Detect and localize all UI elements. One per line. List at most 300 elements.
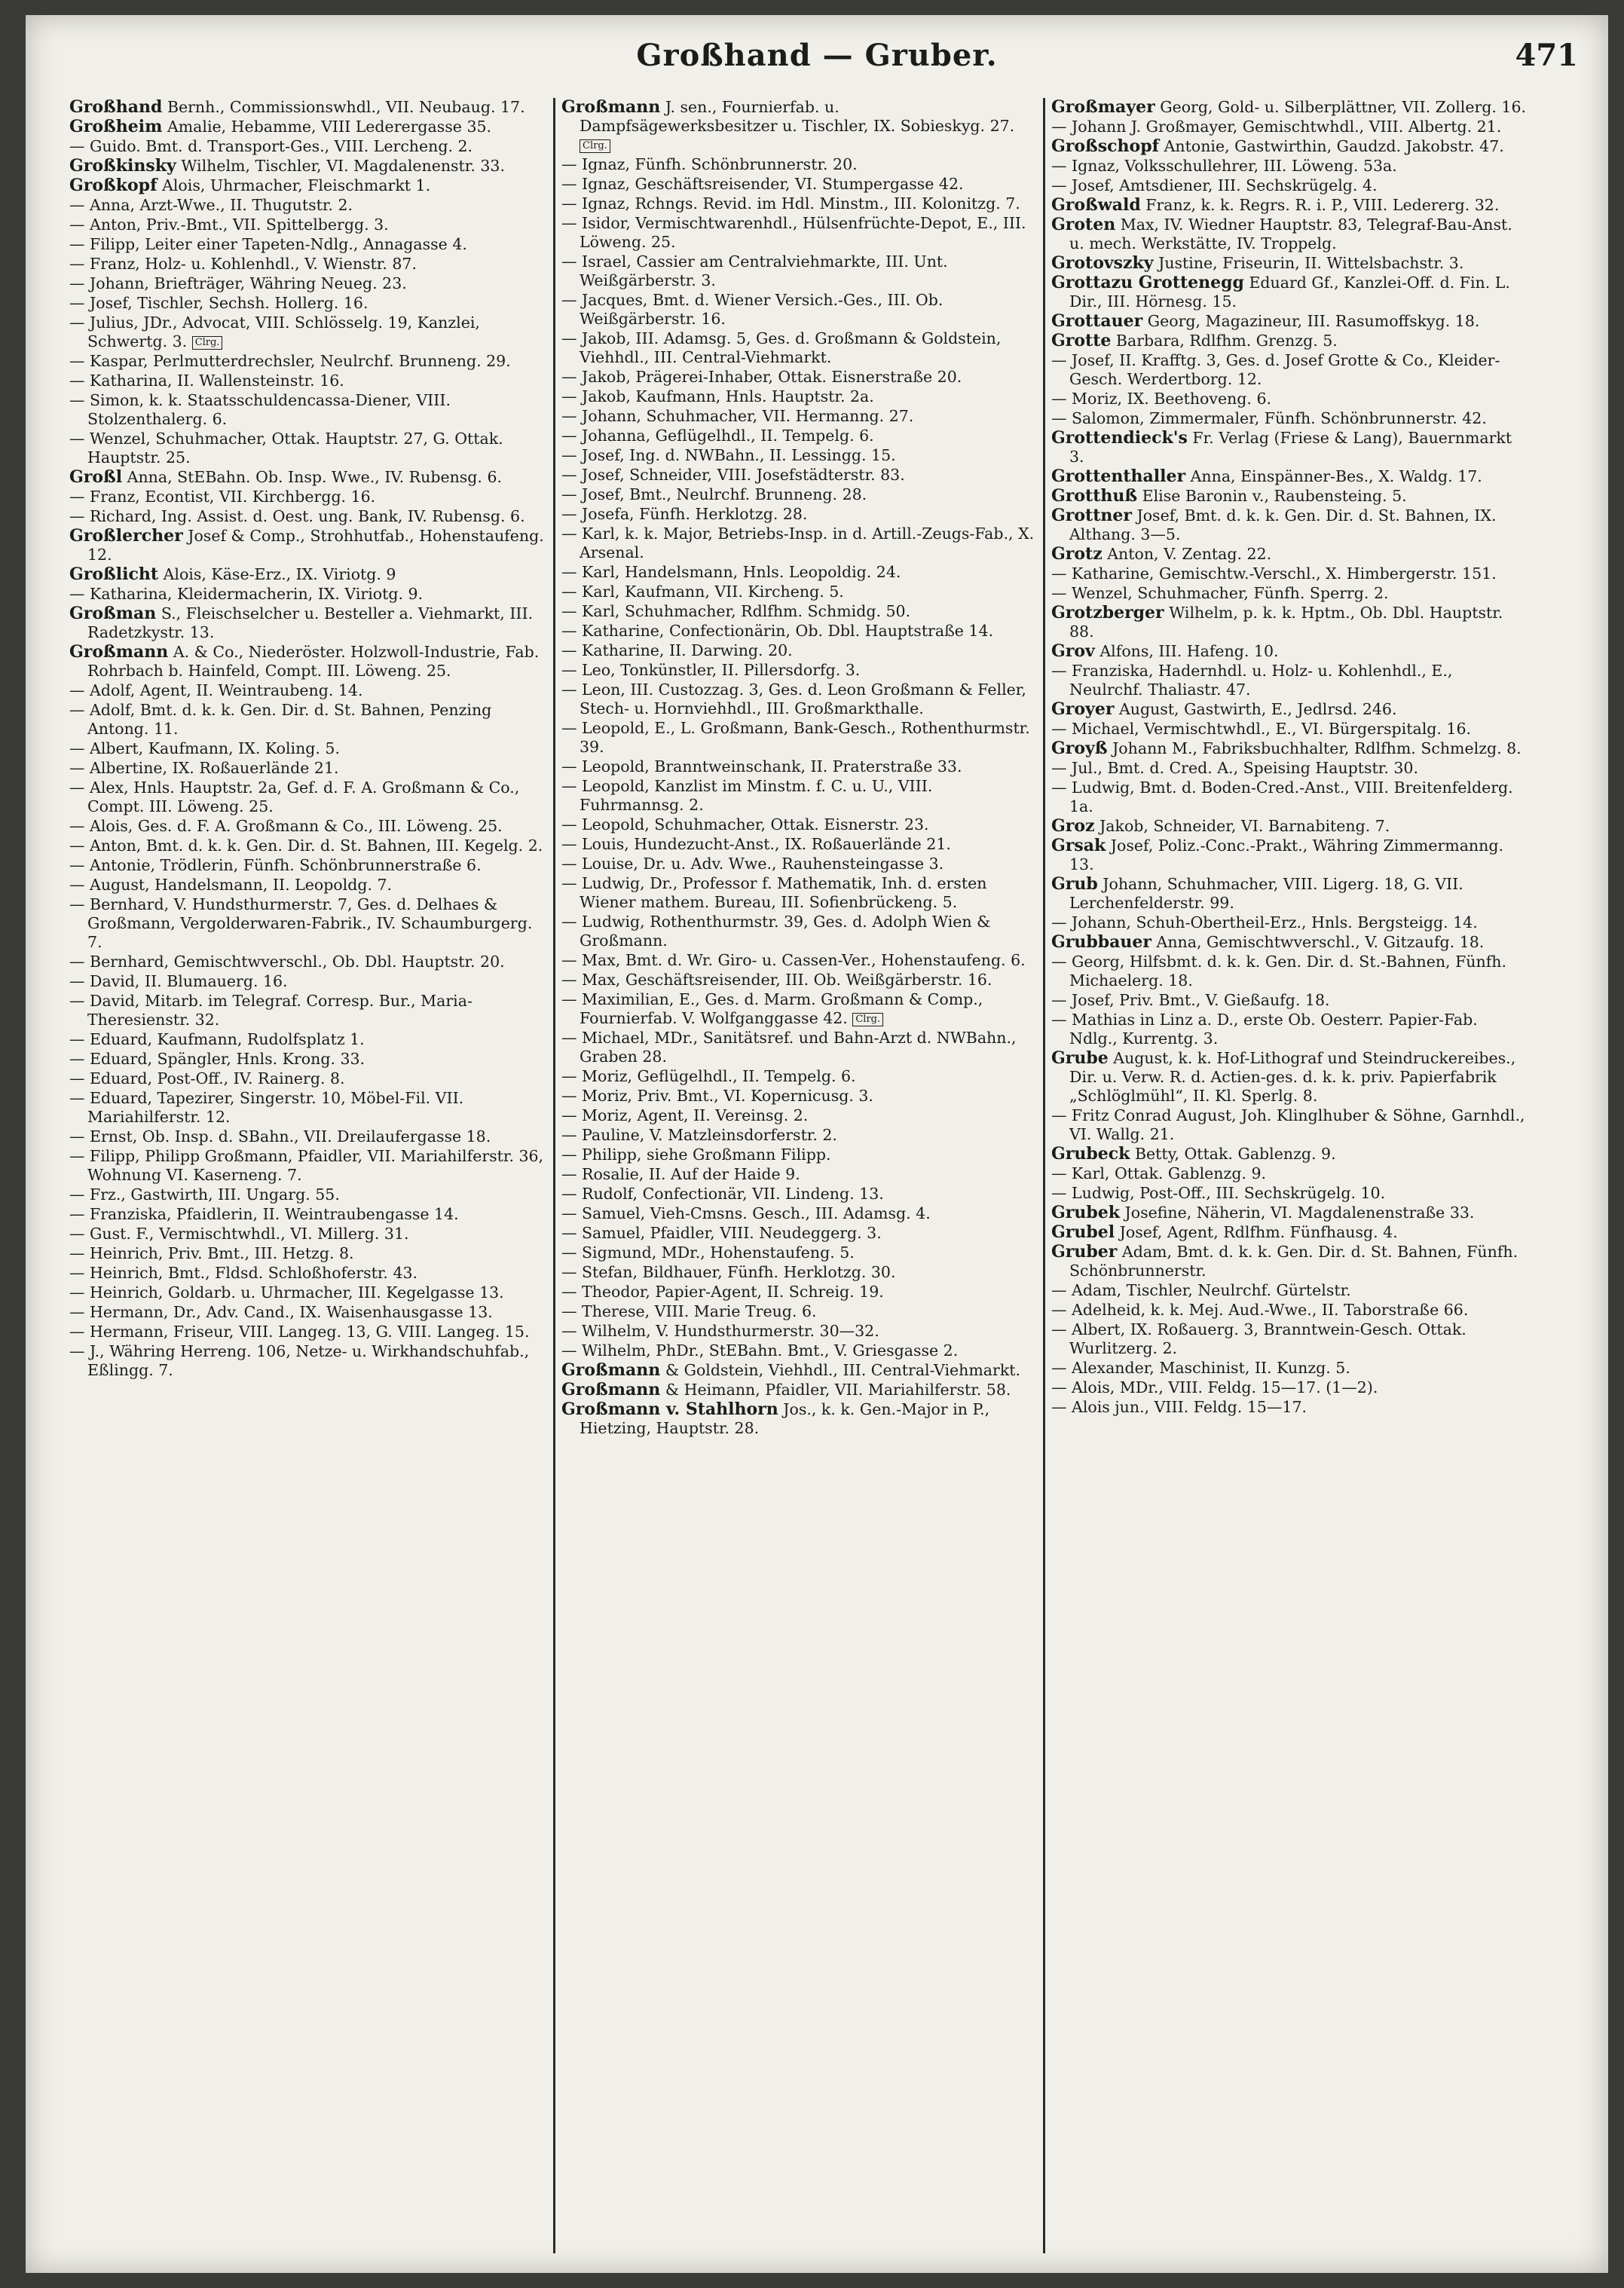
entry-headword: Großmann [561, 1360, 661, 1380]
entry-text: — Jakob, III. Adamsg. 5, Ges. d. Großmann & Goldstein, Viehhdl., III. Central-Viehmarkt. [561, 329, 1002, 366]
directory-entry [69, 196, 547, 215]
directory-entry [69, 1225, 547, 1243]
directory-entry [1051, 118, 1527, 136]
entry-text: — Johann J. Großmayer, Gemischtwhdl., VIII. Albertg. 21. [1051, 118, 1502, 136]
entry-text: — Moriz, Geflügelhdl., II. Tempelg. 6. [561, 1067, 856, 1085]
entry-text: — Alois, Ges. d. F. A. Großmann & Co., III. Löweng. 25. [69, 817, 503, 835]
directory-entry [69, 157, 547, 176]
directory-entry [69, 1089, 547, 1127]
entry-text: Jakob, Schneider, VI. Barnabiteng. 7. [1099, 817, 1390, 835]
directory-entry [69, 294, 547, 313]
entry-text: — Heinrich, Bmt., Fldsd. Schloßhoferstr. 43. [69, 1264, 418, 1282]
entry-text: — Hermann, Dr., Adv. Cand., IX. Waisenhausgasse 13. [69, 1303, 493, 1321]
directory-entry [69, 1283, 547, 1302]
entry-text: Barbara, Rdlfhm. Grenzg. 5. [1115, 332, 1338, 350]
entry-text: — Israel, Cassier am Centralviehmarkte, III. Unt. Weißgärberstr. 3. [561, 252, 948, 289]
directory-entry [561, 407, 1037, 426]
entry-text: — Eduard, Tapezirer, Singerstr. 10, Möbel-Fil. VII. Mariahilferstr. 12. [69, 1089, 464, 1126]
entry-text: — Wilhelm, PhDr., StEBahn. Bmt., V. Griesgasse 2. [561, 1341, 959, 1360]
entry-text: — Eduard, Post-Off., IV. Rainerg. 8. [69, 1069, 345, 1087]
directory-entry [561, 1322, 1037, 1341]
directory-entry [561, 602, 1037, 621]
entry-text: Josef, Bmt. d. k. k. Gen. Dir. d. St. Bahnen, IX. Althang. 3—5. [1069, 506, 1497, 543]
entry-text: Amalie, Hebamme, VIII Lederergasse 35. [167, 118, 492, 136]
entry-headword: Großmann [561, 1380, 661, 1399]
entry-text: — Louise, Dr. u. Adv. Wwe., Rauhensteingasse 3. [561, 855, 944, 873]
entry-headword: Großl [69, 467, 123, 487]
directory-entry [1051, 1398, 1527, 1417]
page-header [26, 38, 1608, 90]
directory-entry [561, 641, 1037, 660]
entry-text: — David, II. Blumauerg. 16. [69, 972, 288, 990]
entry-text: Eduard Gf., Kanzlei-Off. d. Fin. L. Dir., III. Hörnesg. 15. [1069, 274, 1510, 310]
directory-entry [1051, 332, 1527, 350]
entry-text: — Ernst, Ob. Insp. d. SBahn., VII. Dreilaufergasse 18. [69, 1127, 491, 1146]
entry-text: — Fritz Conrad August, Joh. Klinglhuber & Söhne, Garnhdl., VI. Wallg. 21. [1051, 1106, 1525, 1143]
directory-entry [1051, 662, 1527, 699]
entry-headword: Grubeck [1051, 1144, 1130, 1164]
directory-entry [561, 214, 1037, 252]
entry-text: — Heinrich, Priv. Bmt., III. Hetzg. 8. [69, 1244, 354, 1262]
entry-text: — Bernhard, Gemischtwverschl., Ob. Dbl. Hauptstr. 20. [69, 953, 505, 971]
directory-entry [561, 252, 1037, 290]
directory-entry [561, 583, 1037, 601]
directory-entry [561, 815, 1037, 834]
directory-entry [1051, 506, 1527, 544]
entry-text: — Ignaz, Volksschullehrer, III. Löweng. 53a. [1051, 157, 1397, 175]
directory-entry [1051, 720, 1527, 739]
directory-entry [69, 837, 547, 855]
entry-text: — Bernhard, V. Hundsthurmerstr. 7, Ges. d. Delhaes & Großmann, Vergolderwaren-Fabrik., IV. Schaumburgerg. 7. [69, 895, 533, 951]
directory-entry [1051, 837, 1527, 874]
directory-entry [1051, 487, 1527, 506]
entry-text: — Anton, Bmt. d. k. k. Gen. Dir. d. St. Bahnen, III. Kegelg. 2. [69, 837, 543, 855]
directory-entry [561, 719, 1037, 757]
entry-text: — Karl, Kaufmann, VII. Kircheng. 5. [561, 583, 844, 601]
entry-text: Anna, Einspänner-Bes., X. Waldg. 17. [1190, 467, 1482, 485]
directory-entry [561, 1106, 1037, 1125]
directory-entry [69, 391, 547, 429]
directory-entry [69, 118, 547, 136]
entry-headword: Grotte [1051, 331, 1112, 350]
directory-entry [1051, 216, 1527, 253]
directory-entry [561, 291, 1037, 329]
directory-entry [561, 175, 1037, 194]
entry-text: — Pauline, V. Matzleinsdorferstr. 2. [561, 1126, 837, 1144]
entry-headword: Grottauer [1051, 311, 1143, 331]
directory-entry [1051, 1281, 1527, 1300]
entry-text: — Josefa, Fünfh. Herklotzg. 28. [561, 505, 808, 523]
directory-entry [561, 446, 1037, 465]
directory-entry [1051, 467, 1527, 486]
entry-text: — Wenzel, Schuhmacher, Fünfh. Sperrg. 2. [1051, 584, 1389, 602]
entry-text: A. & Co., Niederöster. Holzwoll-Industrie, Fab. Rohrbach b. Hainfeld, Compt. III. Löweng. 25. [87, 643, 540, 680]
directory-entry [69, 1185, 547, 1204]
entry-text: — Franz, Econtist, VII. Kirchbergg. 16. [69, 488, 376, 506]
directory-entry [1051, 1359, 1527, 1378]
directory-entry [69, 1342, 547, 1380]
directory-entry [69, 1264, 547, 1283]
entry-text: — Moriz, Priv. Bmt., VI. Kopernicusg. 3. [561, 1087, 873, 1105]
directory-entry [561, 1302, 1037, 1321]
entry-text: — Josef, Schneider, VIII. Josefstädterstr. 83. [561, 466, 905, 484]
directory-entry [561, 835, 1037, 854]
entry-headword: Großlicht [69, 564, 159, 584]
directory-entry [561, 505, 1037, 524]
entry-headword: Großman [69, 604, 157, 623]
directory-entry [1051, 1164, 1527, 1183]
directory-entry [69, 585, 547, 604]
directory-entry [69, 468, 547, 487]
directory-entry [69, 274, 547, 293]
entry-text: Jos., k. k. Gen.-Major in P., Hietzing, Hauptstr. 28. [580, 1400, 990, 1437]
entry-headword: Grubel [1051, 1222, 1115, 1242]
directory-entry [69, 527, 547, 564]
directory-page [26, 15, 1608, 2273]
entry-text: — Ludwig, Post-Off., III. Sechskrügelg. 10. [1051, 1184, 1386, 1202]
directory-entry [561, 1029, 1037, 1066]
entry-headword: Großmann [561, 98, 661, 117]
entry-text: — Richard, Ing. Assist. d. Oest. ung. Bank, IV. Rubensg. 6. [69, 507, 525, 525]
directory-entry [561, 1400, 1037, 1438]
directory-entry [561, 951, 1037, 970]
entry-text: — Filipp, Leiter einer Tapeten-Ndlg., Annagasse 4. [69, 235, 467, 253]
entry-text: Anna, StEBahn. Ob. Insp. Wwe., IV. Rubensg. 6. [127, 468, 503, 486]
entry-text: — Stefan, Bildhauer, Fünfh. Herklotzg. 30. [561, 1263, 896, 1281]
entry-text: Alfons, III. Hafeng. 10. [1099, 642, 1279, 660]
directory-entry [69, 643, 547, 681]
entry-text: — Katharine, Gemischtw.-Verschl., X. Himbergerstr. 151. [1051, 564, 1497, 583]
directory-entry [69, 681, 547, 700]
directory-entry [69, 216, 547, 234]
entry-text: — Leopold, Branntweinschank, II. Praterstraße 33. [561, 757, 962, 775]
entry-text: & Heimann, Pfaidler, VII. Mariahilferstr. 58. [665, 1381, 1011, 1399]
directory-entry [69, 488, 547, 506]
directory-entry [561, 1224, 1037, 1243]
entry-headword: Grottazu Grottenegg [1051, 273, 1244, 292]
entry-headword: Großkinsky [69, 156, 176, 176]
directory-entry [1051, 157, 1527, 176]
directory-entry [561, 1185, 1037, 1204]
entry-text: Josef, Agent, Rdlfhm. Fünfhausg. 4. [1119, 1223, 1398, 1241]
entry-text: — Wenzel, Schuhmacher, Ottak. Hauptstr. 27, G. Ottak. Hauptstr. 25. [69, 430, 503, 466]
entry-text: — Josef, Priv. Bmt., V. Gießaufg. 18. [1051, 991, 1330, 1009]
directory-entry [1051, 913, 1527, 932]
directory-entry [1051, 817, 1527, 836]
entry-headword: Grottenthaller [1051, 466, 1186, 486]
entry-text: Franz, k. k. Regrs. R. i. P., VIII. Ledererg. 32. [1145, 196, 1500, 214]
entry-text: — Josef, II. Krafftg. 3, Ges. d. Josef Grotte & Co., Kleider-Gesch. Werdertborg. 12. [1051, 351, 1500, 388]
entry-text: — Mathias in Linz a. D., erste Ob. Oesterr. Papier-Fab. Ndlg., Kurrentg. 3. [1051, 1011, 1478, 1048]
entry-text: — Max, Geschäftsreisender, III. Ob. Weißgärberstr. 16. [561, 971, 992, 989]
entry-text: — David, Mitarb. im Telegraf. Corresp. Bur., Maria-Theresienstr. 32. [69, 992, 473, 1029]
directory-entry [1051, 759, 1527, 778]
entry-headword: Grubbauer [1051, 932, 1151, 952]
entry-headword: Grube [1051, 1048, 1109, 1068]
entry-text: — Franz, Holz- u. Kohlenhdl., V. Wienstr. 87. [69, 255, 417, 273]
directory-entry [561, 1165, 1037, 1184]
directory-entry [69, 1147, 547, 1185]
entry-text: Anna, Gemischtwverschl., V. Gitzaufg. 18. [1156, 933, 1485, 951]
entry-text: Antonie, Gastwirthin, Gaudzd. Jakobstr. 47. [1164, 137, 1504, 155]
entry-text: — Leo, Tonkünstler, II. Pillersdorfg. 3. [561, 661, 861, 679]
directory-entry [69, 372, 547, 390]
directory-entry [1051, 1184, 1527, 1203]
entry-text: — Jakob, Prägerei-Inhaber, Ottak. Eisnerstraße 20. [561, 368, 962, 386]
directory-entry [561, 681, 1037, 718]
entry-text: — J., Währing Herreng. 106, Netze- u. Wirkhandschuhfab., Eßlingg. 7. [69, 1342, 530, 1379]
directory-entry [1051, 991, 1527, 1010]
entry-text: J. sen., Fournierfab. u. Dampfsägewerksbesitzer u. Tischler, IX. Sobieskyg. 27. [580, 98, 1015, 135]
directory-entry [561, 427, 1037, 445]
entry-text: — Wilhelm, V. Hundsthurmerstr. 30—32. [561, 1322, 879, 1340]
entry-text: — Franziska, Hadernhdl. u. Holz- u. Kohlenhdl., E., Neulrchf. Thaliastr. 47. [1051, 662, 1453, 699]
entry-text: — Johanna, Geflügelhdl., II. Tempelg. 6. [561, 427, 874, 445]
directory-entry [69, 739, 547, 758]
entry-text: — Jul., Bmt. d. Cred. A., Speising Hauptstr. 30. [1051, 759, 1418, 777]
entry-text: — Adolf, Bmt. d. k. k. Gen. Dir. d. St. Bahnen, Penzing Antong. 11. [69, 701, 492, 738]
directory-entry [1051, 1106, 1527, 1144]
directory-entry [69, 98, 547, 117]
directory-entry [1051, 176, 1527, 195]
directory-entry [1051, 604, 1527, 641]
directory-entry [69, 565, 547, 584]
entry-text: Alois, Uhrmacher, Fleischmarkt 1. [162, 176, 431, 194]
column-1 [63, 98, 553, 2253]
entry-text: — Isidor, Vermischtwarenhdl., Hülsenfrüchte-Depot, E., III. Löweng. 25. [561, 214, 1026, 251]
entry-text: — Heinrich, Goldarb. u. Uhrmacher, III. Kegelgasse 13. [69, 1283, 504, 1302]
entry-headword: Großwald [1051, 195, 1141, 215]
directory-entry [561, 329, 1037, 367]
directory-entry [1051, 1049, 1527, 1106]
directory-entry [561, 757, 1037, 776]
entry-text: — Leopold, Schuhmacher, Ottak. Eisnerstr. 23. [561, 815, 929, 834]
directory-entry [69, 856, 547, 875]
entry-text: Johann, Schuhmacher, VIII. Ligerg. 18, G. VII. Lerchenfelderstr. 99. [1069, 875, 1463, 912]
entry-headword: Großmayer [1051, 98, 1155, 117]
directory-columns [63, 98, 1570, 2253]
entry-text: Josef, Poliz.-Conc.-Prakt., Währing Zimmermanng. 13. [1069, 837, 1503, 873]
entry-headword: Großheim [69, 117, 163, 136]
directory-entry [1051, 564, 1527, 583]
entry-text: — Albert, IX. Roßauerg. 3, Branntwein-Gesch. Ottak. Wurlitzerg. 2. [1051, 1320, 1466, 1357]
entry-text: — Max, Bmt. d. Wr. Giro- u. Cassen-Ver., Hohenstaufeng. 6. [561, 951, 1026, 969]
entry-headword: Großschopf [1051, 136, 1160, 156]
entry-text: — Simon, k. k. Staatsschuldencassa-Diener, VIII. Stolzenthalerg. 6. [69, 391, 451, 428]
clearing-stamp: Clrg. [192, 336, 223, 350]
entry-text: Johann M., Fabriksbuchhalter, Rdlfhm. Schmelzg. 8. [1112, 739, 1522, 757]
entry-text: — Johann, Schuhmacher, VII. Hermanng. 27. [561, 407, 914, 425]
entry-text: Georg, Magazineur, III. Rasumoffskyg. 18. [1147, 312, 1480, 330]
entry-text: Georg, Gold- u. Silberplättner, VII. Zollerg. 16. [1160, 98, 1527, 116]
entry-text: — Jakob, Kaufmann, Hnls. Hauptstr. 2a. [561, 387, 874, 405]
entry-text: — Moriz, IX. Beethoveng. 6. [1051, 390, 1272, 408]
entry-headword: Grsak [1051, 836, 1106, 855]
entry-text: Bernh., Commissionswhdl., VII. Neubaug. 17. [167, 98, 525, 116]
directory-entry [561, 194, 1037, 213]
directory-entry [561, 1341, 1037, 1360]
entry-text: August, k. k. Hof-Lithograf und Steindruckereibes., Dir. u. Verw. R. d. Actien-ges. d. k. k. priv. Papierfabrik „Schlöglmühl“, II. Kl. Sperlg. 8. [1069, 1049, 1516, 1105]
directory-entry [69, 992, 547, 1029]
directory-entry [69, 778, 547, 816]
directory-entry [1051, 1223, 1527, 1242]
entry-text: — Kaspar, Perlmutterdrechsler, Neulrchf. Brunneng. 29. [69, 352, 511, 370]
entry-text: — Rudolf, Confectionär, VII. Lindeng. 13. [561, 1185, 884, 1203]
entry-text: — Jacques, Bmt. d. Wiener Versich.-Ges., III. Ob. Weißgärberstr. 16. [561, 291, 944, 328]
entry-headword: Grotthuß [1051, 486, 1138, 506]
directory-entry [561, 971, 1037, 990]
directory-entry [1051, 1145, 1527, 1164]
entry-text: — Theodor, Papier-Agent, II. Schreig. 19. [561, 1283, 884, 1301]
directory-entry [561, 98, 1037, 154]
entry-text: — Rosalie, II. Auf der Haide 9. [561, 1165, 800, 1183]
entry-headword: Grotz [1051, 544, 1103, 564]
directory-entry [1051, 429, 1527, 466]
entry-text: — Karl, Ottak. Gablenzg. 9. [1051, 1164, 1267, 1182]
directory-entry [69, 1127, 547, 1146]
entry-text: — Eduard, Spängler, Hnls. Krong. 33. [69, 1050, 365, 1068]
entry-text: Betty, Ottak. Gablenzg. 9. [1134, 1145, 1336, 1163]
entry-text: — Johann, Briefträger, Währing Neueg. 23. [69, 274, 407, 292]
entry-text: — Samuel, Vieh-Cmsns. Gesch., III. Adamsg. 4. [561, 1204, 931, 1222]
directory-entry [1051, 642, 1527, 661]
directory-entry [561, 387, 1037, 406]
entry-text: — Eduard, Kaufmann, Rudolfsplatz 1. [69, 1030, 365, 1048]
column-3 [1043, 98, 1533, 2253]
directory-entry [69, 1205, 547, 1224]
entry-text: & Goldstein, Viehhdl., III. Central-Viehmarkt. [665, 1361, 1021, 1379]
directory-entry [1051, 1243, 1527, 1280]
directory-entry [561, 777, 1037, 815]
directory-entry [1051, 1204, 1527, 1222]
directory-entry [561, 525, 1037, 562]
entry-text: — Maximilian, E., Ges. d. Marm. Großmann & Comp., Fournierfab. V. Wolfganggasse 42. [561, 990, 983, 1027]
entry-text: Anton, V. Zentag. 22. [1107, 545, 1272, 563]
directory-entry [1051, 953, 1527, 990]
entry-text: — Hermann, Friseur, VIII. Langeg. 13, G. VIII. Langeg. 15. [69, 1323, 530, 1341]
entry-text: — Johann, Schuh-Obertheil-Erz., Hnls. Bergsteigg. 14. [1051, 913, 1478, 931]
entry-headword: Groten [1051, 215, 1116, 234]
directory-entry [561, 155, 1037, 174]
entry-text: — Katharina, Kleidermacherin, IX. Viriotg. 9. [69, 585, 424, 603]
directory-entry [69, 235, 547, 254]
entry-text: — Karl, Handelsmann, Hnls. Leopoldig. 24. [561, 563, 901, 581]
entry-text: — Anna, Arzt-Wwe., II. Thugutstr. 2. [69, 196, 353, 214]
entry-text: — Karl, Schuhmacher, Rdlfhm. Schmidg. 50. [561, 602, 911, 620]
entry-text: Josef & Comp., Strohhutfab., Hohenstaufeng. 12. [87, 527, 544, 564]
entry-text: — Sigmund, MDr., Hohenstaufeng. 5. [561, 1243, 855, 1262]
directory-entry [69, 314, 547, 351]
entry-text: — Katharina, II. Wallensteinstr. 16. [69, 372, 344, 390]
entry-text: — Alois, MDr., VIII. Feldg. 15—17. (1—2). [1051, 1378, 1378, 1396]
directory-entry [561, 855, 1037, 873]
entry-text: — Antonie, Trödlerin, Fünfh. Schönbrunnerstraße 6. [69, 856, 482, 874]
directory-entry [69, 876, 547, 895]
entry-text: — Josef, Bmt., Neulrchf. Brunneng. 28. [561, 485, 867, 503]
directory-entry [561, 1204, 1037, 1223]
entry-text: — Alexander, Maschinist, II. Kunzg. 5. [1051, 1359, 1350, 1377]
entry-headword: Groyer [1051, 699, 1115, 719]
entry-headword: Grub [1051, 874, 1098, 894]
entry-text: — Anton, Priv.-Bmt., VII. Spittelbergg. 3. [69, 216, 389, 234]
entry-text: — Philipp, siehe Großmann Filipp. [561, 1146, 831, 1164]
entry-headword: Gruber [1051, 1242, 1118, 1262]
directory-entry [1051, 1011, 1527, 1048]
directory-entry [1051, 1301, 1527, 1320]
directory-entry [1051, 390, 1527, 408]
directory-entry [561, 466, 1037, 485]
entry-text: — Georg, Hilfsbmt. d. k. k. Gen. Dir. d. St.-Bahnen, Fünfh. Michaelerg. 18. [1051, 953, 1507, 990]
directory-entry [1051, 409, 1527, 428]
entry-headword: Großmann [69, 642, 169, 662]
directory-entry [69, 972, 547, 991]
entry-text: Alois, Käse-Erz., IX. Viriotg. 9 [163, 565, 396, 583]
entry-text: — Salomon, Zimmermaler, Fünfh. Schönbrunnerstr. 42. [1051, 409, 1487, 427]
directory-entry [1051, 1320, 1527, 1358]
entry-headword: Großlercher [69, 526, 183, 546]
entry-text: — Alois jun., VIII. Feldg. 15—17. [1051, 1398, 1307, 1416]
entry-headword: Grottner [1051, 506, 1132, 525]
directory-entry [1051, 312, 1527, 331]
entry-text: — Samuel, Pfaidler, VIII. Neudeggerg. 3. [561, 1224, 882, 1242]
entry-text: — Adolf, Agent, II. Weintraubeng. 14. [69, 681, 363, 699]
entry-text: — Albertine, IX. Roßauerlände 21. [69, 759, 339, 777]
entry-text: — Ludwig, Bmt. d. Boden-Cred.-Anst., VIII. Breitenfelderg. 1a. [1051, 778, 1513, 815]
entry-text: — August, Handelsmann, II. Leopoldg. 7. [69, 876, 393, 894]
directory-entry [69, 507, 547, 526]
directory-entry [69, 1050, 547, 1069]
directory-entry [561, 485, 1037, 504]
directory-entry [1051, 875, 1527, 913]
entry-text: — Michael, MDr., Sanitätsref. und Bahn-Arzt d. NWBahn., Graben 28. [561, 1029, 1017, 1066]
entry-text: — Ludwig, Dr., Professor f. Mathematik, Inh. d. ersten Wiener mathem. Bureau, III. Sofienbrückeng. 5. [561, 874, 987, 911]
directory-entry [69, 137, 547, 156]
entry-text: — Frz., Gastwirth, III. Ungarg. 55. [69, 1185, 340, 1204]
entry-text: August, Gastwirth, E., Jedlrsd. 246. [1118, 700, 1397, 718]
directory-entry [1051, 933, 1527, 952]
directory-entry [561, 874, 1037, 912]
directory-entry [561, 1381, 1037, 1399]
directory-entry [1051, 351, 1527, 389]
directory-entry [69, 1323, 547, 1341]
entry-text: — Adelheid, k. k. Mej. Aud.-Wwe., II. Taborstraße 66. [1051, 1301, 1469, 1319]
directory-entry [561, 368, 1037, 387]
entry-headword: Großmann v. Stahlhorn [561, 1399, 778, 1419]
directory-entry [1051, 137, 1527, 156]
entry-headword: Grubek [1051, 1203, 1120, 1222]
entry-text: — Leon, III. Custozzag. 3, Ges. d. Leon Großmann & Feller, Stech- u. Hornviehhdl., III. Großmarkthalle. [561, 681, 1026, 717]
directory-entry [1051, 700, 1527, 719]
page-number: 471 [1515, 38, 1578, 73]
directory-entry [69, 953, 547, 971]
directory-entry [561, 1067, 1037, 1086]
entry-headword: Grottendieck's [1051, 428, 1188, 448]
directory-entry [561, 661, 1037, 680]
entry-text: Elise Baronin v., Raubensteing. 5. [1142, 487, 1407, 505]
entry-text: — Leopold, Kanzlist im Minstm. f. C. u. U., VIII. Fuhrmannsg. 2. [561, 777, 933, 814]
directory-entry [1051, 254, 1527, 273]
directory-entry [69, 1244, 547, 1263]
directory-entry [1051, 545, 1527, 564]
clearing-stamp: Clrg. [580, 139, 610, 153]
directory-entry [1051, 584, 1527, 603]
directory-entry [561, 1243, 1037, 1262]
entry-text: — Louis, Hundezucht-Anst., IX. Roßauerlände 21. [561, 835, 951, 853]
directory-entry [69, 1303, 547, 1322]
directory-entry [561, 913, 1037, 950]
entry-headword: Großhand [69, 98, 163, 117]
entry-text: — Moriz, Agent, II. Vereinsg. 2. [561, 1106, 809, 1124]
